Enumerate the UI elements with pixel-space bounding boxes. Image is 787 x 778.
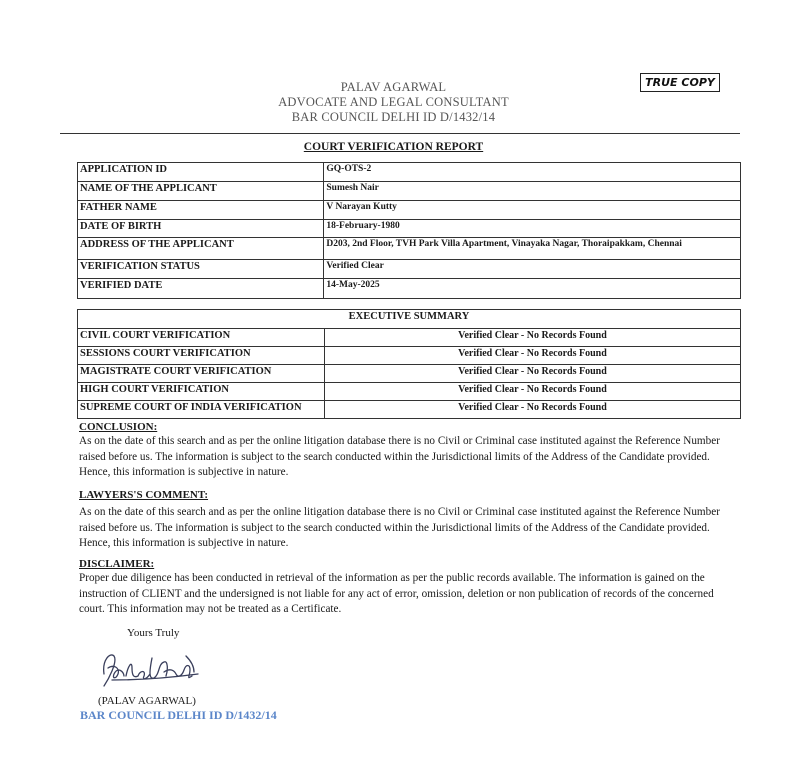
details-row xyxy=(78,260,741,279)
summary-row xyxy=(78,329,741,347)
executive-summary-body xyxy=(78,329,741,419)
signatory-bar-id: BAR COUNCIL DELHI ID D/1432/14 xyxy=(80,708,277,722)
disclaimer-heading: DISCLAIMER: xyxy=(79,558,155,570)
details-label: APPLICATION ID xyxy=(78,163,324,182)
details-row xyxy=(78,182,741,201)
summary-value: Verified Clear - No Records Found xyxy=(324,329,740,347)
summary-label: HIGH COURT VERIFICATION xyxy=(78,383,325,401)
true-copy-stamp: TRUE COPY xyxy=(640,73,720,92)
lawyer-bar-id: BAR COUNCIL DELHI ID D/1432/14 xyxy=(291,110,496,124)
details-label: FATHER NAME xyxy=(78,201,324,220)
details-row xyxy=(78,238,741,260)
details-row xyxy=(78,279,741,299)
closing-salutation: Yours Truly xyxy=(127,627,180,639)
details-label: VERIFICATION STATUS xyxy=(78,260,324,279)
details-row xyxy=(78,220,741,238)
details-value: 18-February-1980 xyxy=(324,220,741,238)
lawyers-comment-heading: LAWYERS'S COMMENT: xyxy=(79,489,209,501)
header-divider xyxy=(60,133,740,134)
details-value: Verified Clear xyxy=(324,260,741,279)
handwritten-signature xyxy=(98,646,208,690)
signatory-name: (PALAV AGARWAL) xyxy=(98,695,196,707)
summary-label: MAGISTRATE COURT VERIFICATION xyxy=(78,365,325,383)
summary-row xyxy=(78,347,741,365)
summary-value: Verified Clear - No Records Found xyxy=(324,383,740,401)
report-title: COURT VERIFICATION REPORT xyxy=(303,141,484,153)
details-label: DATE OF BIRTH xyxy=(78,220,324,238)
conclusion-text: As on the date of this search and as per the online litigation database there is no Civil or Criminal case instituted against the Reference Number raised before us. The information is subject to the search conducted within the Jurisdictional limits of the Address of the Candidate provided. Hence, this information is subjective in nature. xyxy=(79,435,720,479)
details-value: GQ-OTS-2 xyxy=(324,163,741,182)
summary-value: Verified Clear - No Records Found xyxy=(324,347,740,365)
summary-label: SUPREME COURT OF INDIA VERIFICATION xyxy=(78,401,325,419)
summary-label: CIVIL COURT VERIFICATION xyxy=(78,329,325,347)
conclusion-heading: CONCLUSION: xyxy=(79,421,158,433)
details-value: 14-May-2025 xyxy=(324,279,741,299)
details-label: NAME OF THE APPLICANT xyxy=(78,182,324,201)
details-value: D203, 2nd Floor, TVH Park Villa Apartment, Vinayaka Nagar, Thoraipakkam, Chennai xyxy=(324,238,741,260)
disclaimer-text: Proper due diligence has been conducted in retrieval of the information as per the public records available. The information is gained on the instruction of CLIENT and the undersigned is not liable for any act of error, omission, deletion or non publication of records of the concerned court. This information may not be treated as a Certificate. xyxy=(79,572,714,616)
details-row xyxy=(78,163,741,182)
summary-row xyxy=(78,365,741,383)
summary-value: Verified Clear - No Records Found xyxy=(324,401,740,419)
summary-label: SESSIONS COURT VERIFICATION xyxy=(78,347,325,365)
lawyer-designation: ADVOCATE AND LEGAL CONSULTANT xyxy=(278,95,509,109)
applicant-details-body xyxy=(78,163,741,299)
details-row xyxy=(78,201,741,220)
details-value: V Narayan Kutty xyxy=(324,201,741,220)
applicant-details-table xyxy=(77,162,741,299)
summary-row xyxy=(78,383,741,401)
summary-row xyxy=(78,401,741,419)
lawyers-comment-text: As on the date of this search and as per the online litigation database there is no Civil or Criminal case instituted against the Reference Number raised before us. The information is subject to the search conducted within the Jurisdictional limits of the Address of the Candidate provided. Hence, this information is subjective in nature. xyxy=(79,506,720,550)
details-label: ADDRESS OF THE APPLICANT xyxy=(78,238,324,260)
summary-value: Verified Clear - No Records Found xyxy=(324,365,740,383)
details-label: VERIFIED DATE xyxy=(78,279,324,299)
lawyer-name: PALAV AGARWAL xyxy=(340,80,447,94)
executive-summary-title: EXECUTIVE SUMMARY xyxy=(78,310,741,329)
details-value: Sumesh Nair xyxy=(324,182,741,201)
executive-summary-table xyxy=(77,309,741,419)
